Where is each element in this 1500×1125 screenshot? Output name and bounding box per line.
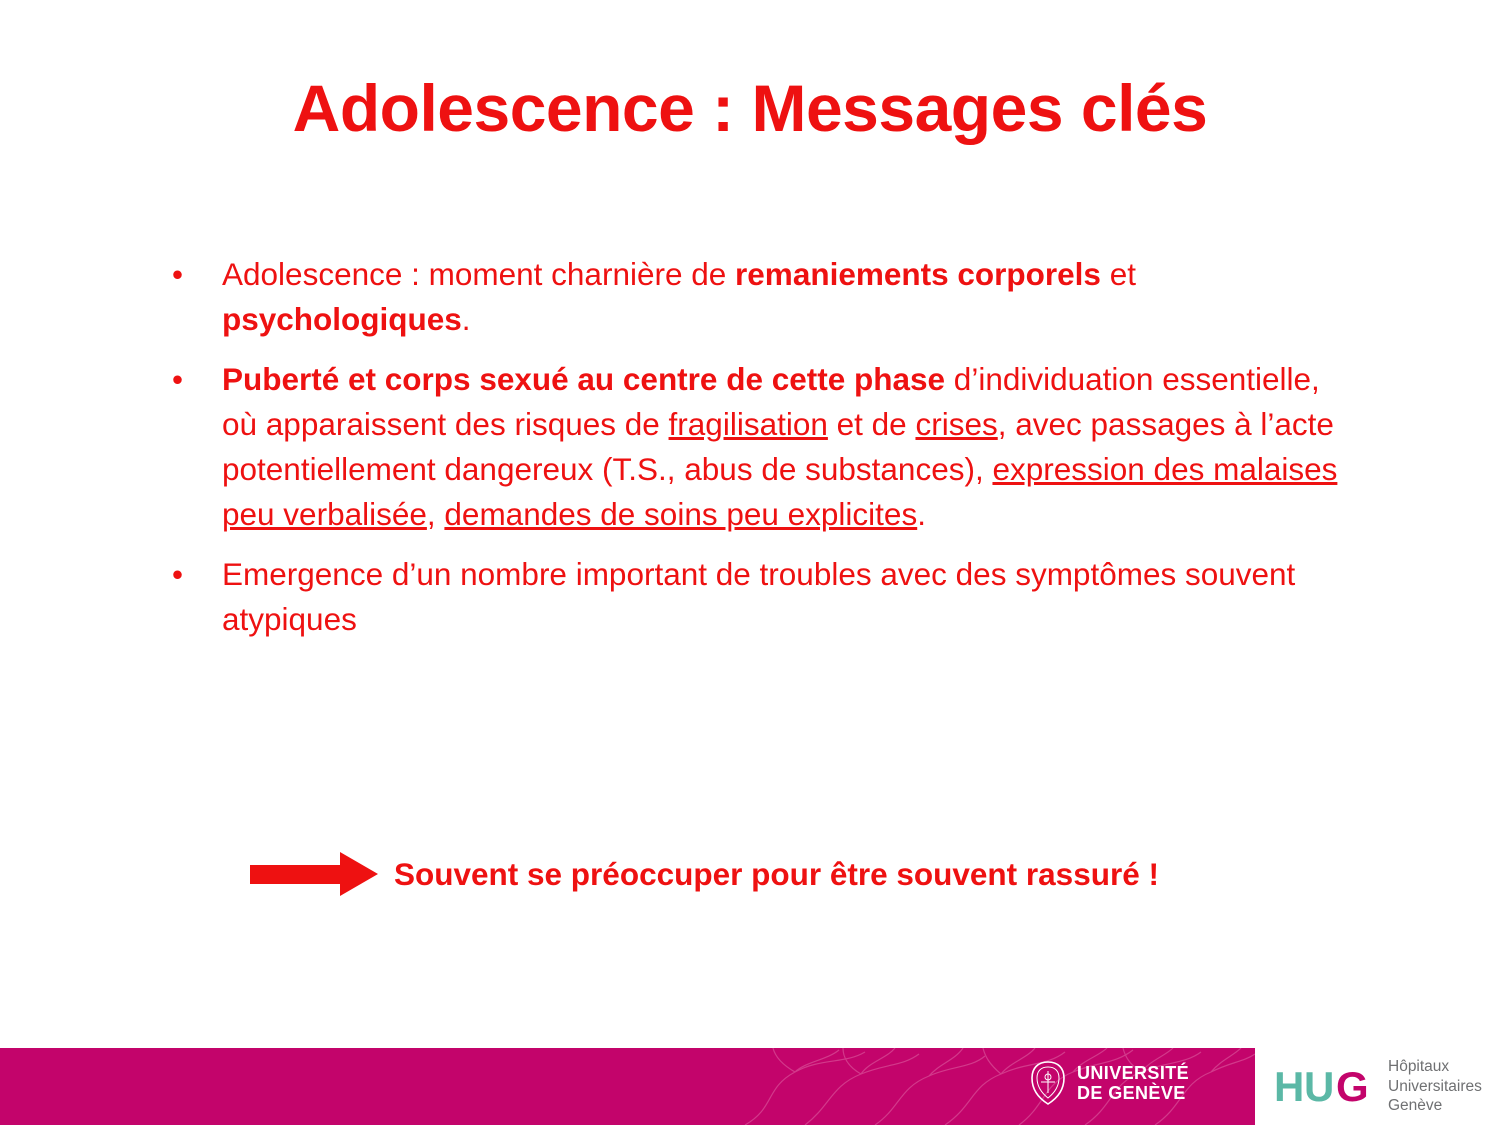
svg-text:H: H xyxy=(1274,1062,1305,1110)
slide-footer xyxy=(0,1048,1500,1125)
slide-body xyxy=(150,252,1350,658)
list-item xyxy=(150,552,1350,641)
bullet-icon: • xyxy=(172,556,184,593)
conclusion-row xyxy=(250,852,1159,896)
page-title: Adolescence : Messages clés xyxy=(292,71,1208,145)
list-item xyxy=(150,357,1350,536)
unige-crest-icon xyxy=(1030,1061,1066,1105)
unige-line-2: DE GENÈVE xyxy=(1077,1083,1186,1103)
bullet-text-3: Emergence d’un nombre important de troubles avec des symptômes souvent atypiques xyxy=(222,556,1296,638)
unige-logo xyxy=(1030,1061,1189,1105)
conclusion-text: Souvent se préoccuper pour être souvent rassuré ! xyxy=(394,855,1159,892)
bullet-icon: • xyxy=(172,256,184,292)
unige-line-1: UNIVERSITÉ xyxy=(1077,1062,1190,1083)
hug-line-1: Hôpitaux xyxy=(1388,1057,1450,1075)
hug-mark-icon xyxy=(1274,1063,1378,1111)
unige-wordmark xyxy=(1077,1063,1189,1103)
bullet-icon: • xyxy=(172,361,184,398)
bullet-text-2: Puberté et corps sexué au centre de cette phase d’individuation essentielle, où apparaissent des risques de fragilisation et de crises, avec passages à l’acte potentiellement dangereux (T.S., abus de substances), expression des malaises peu verbalisée, demandes de soins peu explicites. xyxy=(222,361,1338,532)
right-arrow-icon xyxy=(250,852,378,896)
svg-text:U: U xyxy=(1304,1062,1335,1110)
hug-logo xyxy=(1270,1048,1500,1125)
hug-wordmark xyxy=(1388,1057,1482,1116)
bullet-text-1: Adolescence : moment charnière de remaniements corporels et psychologiques. xyxy=(222,256,1136,337)
bullet-list xyxy=(150,252,1350,642)
svg-text:G: G xyxy=(1336,1062,1369,1110)
hug-line-2: Universitaires xyxy=(1388,1077,1482,1095)
list-item xyxy=(150,252,1350,341)
hug-line-3: Genève xyxy=(1388,1097,1443,1115)
